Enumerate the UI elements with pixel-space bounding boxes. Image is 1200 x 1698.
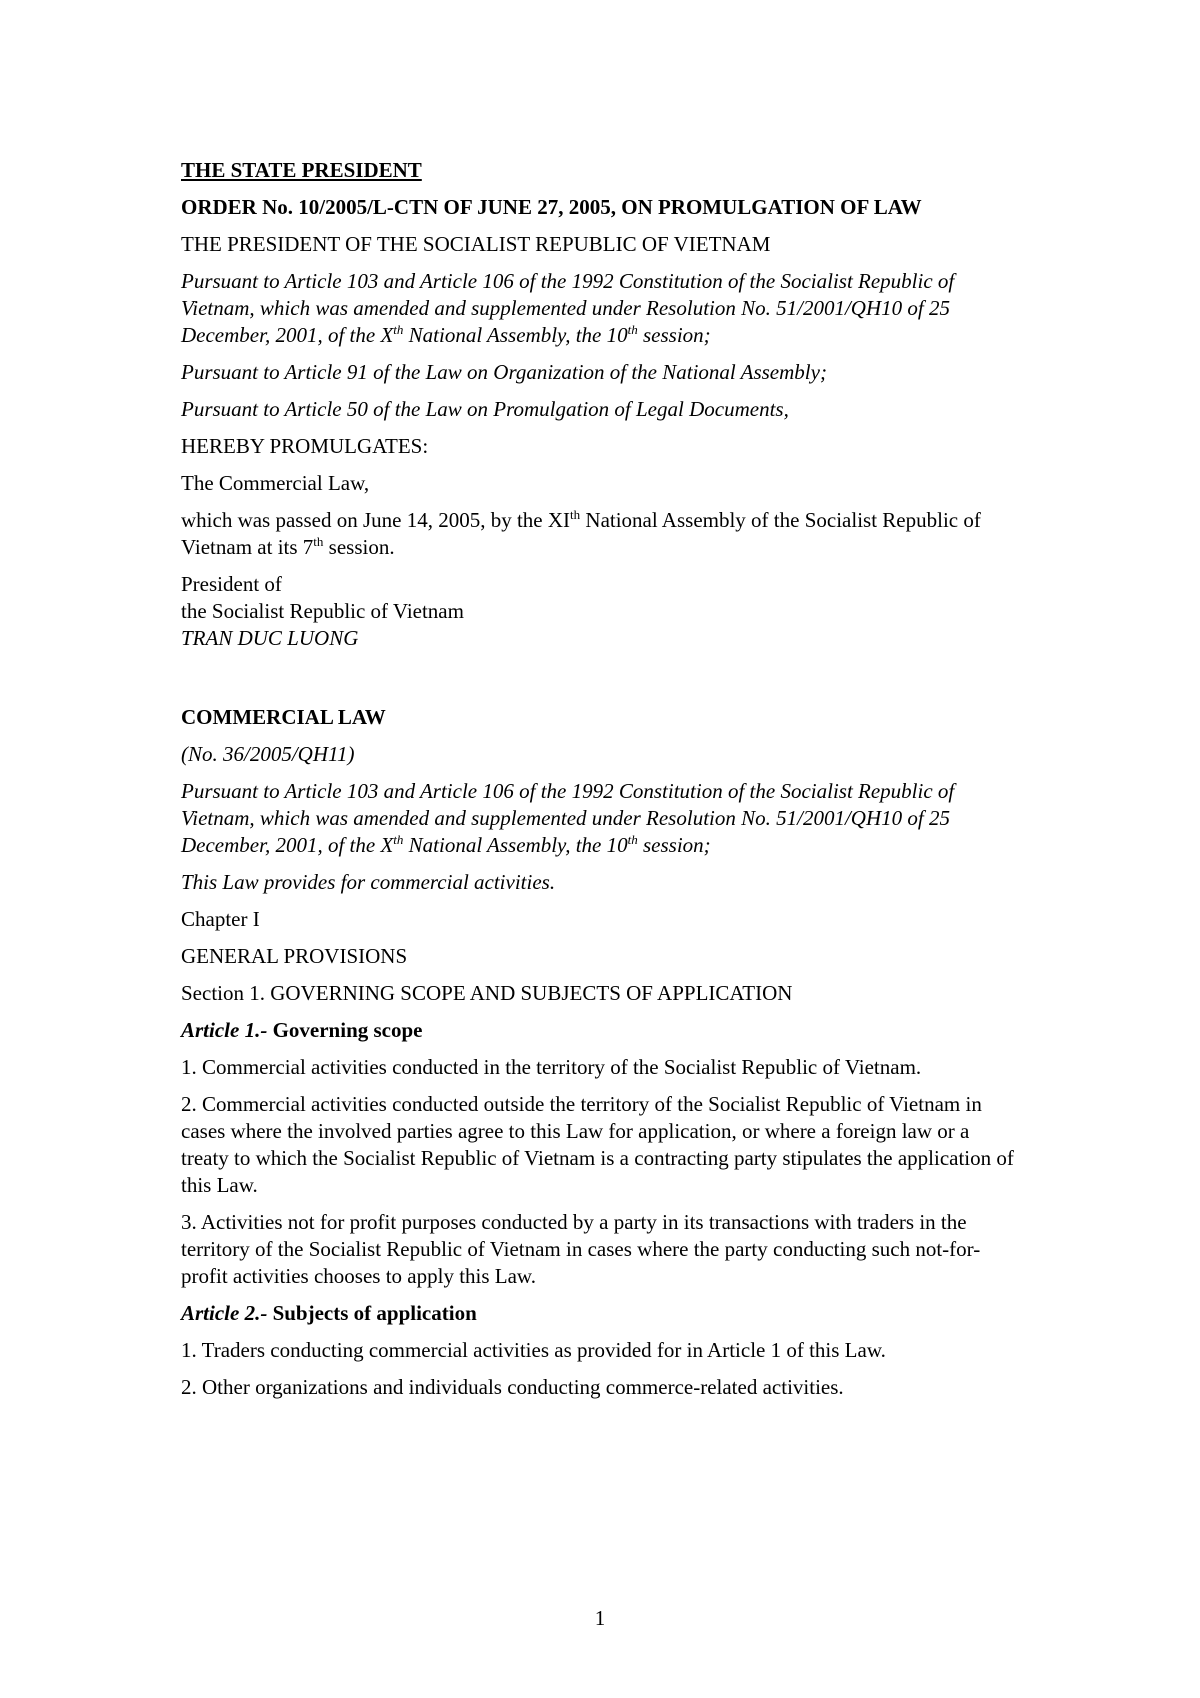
ordinal-suffix: th	[627, 832, 638, 847]
order-preamble-legal-docs: Pursuant to Article 50 of the Law on Promulgation of Legal Documents,	[181, 397, 789, 421]
passed-text: which was passed on June 14, 2005, by the XI	[181, 508, 571, 532]
article-2-clause: 1. Traders conducting commercial activities as provided for in Article 1 of this Law.	[181, 1338, 886, 1362]
article-title: Subjects of application	[267, 1301, 477, 1325]
signature-title-line1: President of	[181, 572, 282, 596]
page-number: 1	[594, 1606, 606, 1630]
ordinal-suffix: th	[313, 534, 324, 549]
article-title: Governing scope	[267, 1018, 423, 1042]
law-title: COMMERCIAL LAW	[181, 705, 386, 729]
preamble-text: Pursuant to Article 103 and Article 106 of the 1992 Constitution of the Socialist Republic of Vietnam, which was amended and supplemented under Resolution No. 51/2001/QH10 of 25 December, 2001, of the X	[181, 269, 955, 347]
article-2-heading	[181, 1300, 1021, 1327]
passed-statement	[181, 507, 1021, 561]
order-title: ORDER No. 10/2005/L-CTN OF JUNE 27, 2005, ON PROMULGATION OF LAW	[181, 195, 922, 219]
article-1-heading	[181, 1017, 1021, 1044]
article-label: Article 2.-	[181, 1301, 268, 1325]
article-label: Article 1.-	[181, 1018, 268, 1042]
chapter-title: GENERAL PROVISIONS	[181, 944, 408, 968]
ordinal-suffix: th	[393, 322, 404, 337]
law-name: The Commercial Law,	[181, 471, 370, 495]
ordinal-suffix: th	[627, 322, 638, 337]
authority-heading: THE STATE PRESIDENT	[181, 158, 422, 182]
preamble-text: session;	[637, 833, 711, 857]
ordinal-suffix: th	[393, 832, 404, 847]
signature-title-line2: the Socialist Republic of Vietnam	[181, 599, 464, 623]
law-number: (No. 36/2005/QH11)	[181, 742, 355, 766]
chapter-label: Chapter I	[181, 907, 260, 931]
law-preamble	[181, 778, 1021, 859]
ordinal-suffix: th	[570, 507, 581, 522]
article-1-clause: 3. Activities not for profit purposes conducted by a party in its transactions with traders in the territory of the Socialist Republic of Vietnam in cases where the party conducting such not-for-profit activities chooses to apply this Law.	[181, 1210, 981, 1288]
passed-text: session.	[323, 535, 395, 559]
preamble-text: Pursuant to Article 103 and Article 106 of the 1992 Constitution of the Socialist Republic of Vietnam, which was amended and supplemented under Resolution No. 51/2001/QH10 of 25 December, 2001, of the X	[181, 779, 955, 857]
section-heading: Section 1. GOVERNING SCOPE AND SUBJECTS OF APPLICATION	[181, 981, 793, 1005]
article-1-clause: 1. Commercial activities conducted in the territory of the Socialist Republic of Vietnam.	[181, 1055, 922, 1079]
preamble-text: National Assembly, the 10	[403, 833, 628, 857]
preamble-text: session;	[637, 323, 711, 347]
document-page	[181, 157, 1021, 1411]
signature-block	[181, 571, 1021, 652]
hereby-promulgates: HEREBY PROMULGATES:	[181, 434, 429, 458]
passed-text: National Assembly of the Socialist Republic of Vietnam at its 7	[181, 508, 981, 559]
president-line: THE PRESIDENT OF THE SOCIALIST REPUBLIC OF VIETNAM	[181, 232, 771, 256]
order-preamble-constitution	[181, 268, 1021, 349]
article-1-clause: 2. Commercial activities conducted outside the territory of the Socialist Republic of Vietnam in cases where the involved parties agree to this Law for application, or where a foreign law or a treaty to which the Socialist Republic of Vietnam is a contracting party stipulates the application of this Law.	[181, 1092, 1014, 1197]
preamble-text: National Assembly, the 10	[403, 323, 628, 347]
order-preamble-assembly: Pursuant to Article 91 of the Law on Organization of the National Assembly;	[181, 360, 827, 384]
article-2-clause: 2. Other organizations and individuals conducting commerce-related activities.	[181, 1375, 844, 1399]
law-provides: This Law provides for commercial activities.	[181, 870, 556, 894]
signatory-name: TRAN DUC LUONG	[181, 626, 359, 650]
